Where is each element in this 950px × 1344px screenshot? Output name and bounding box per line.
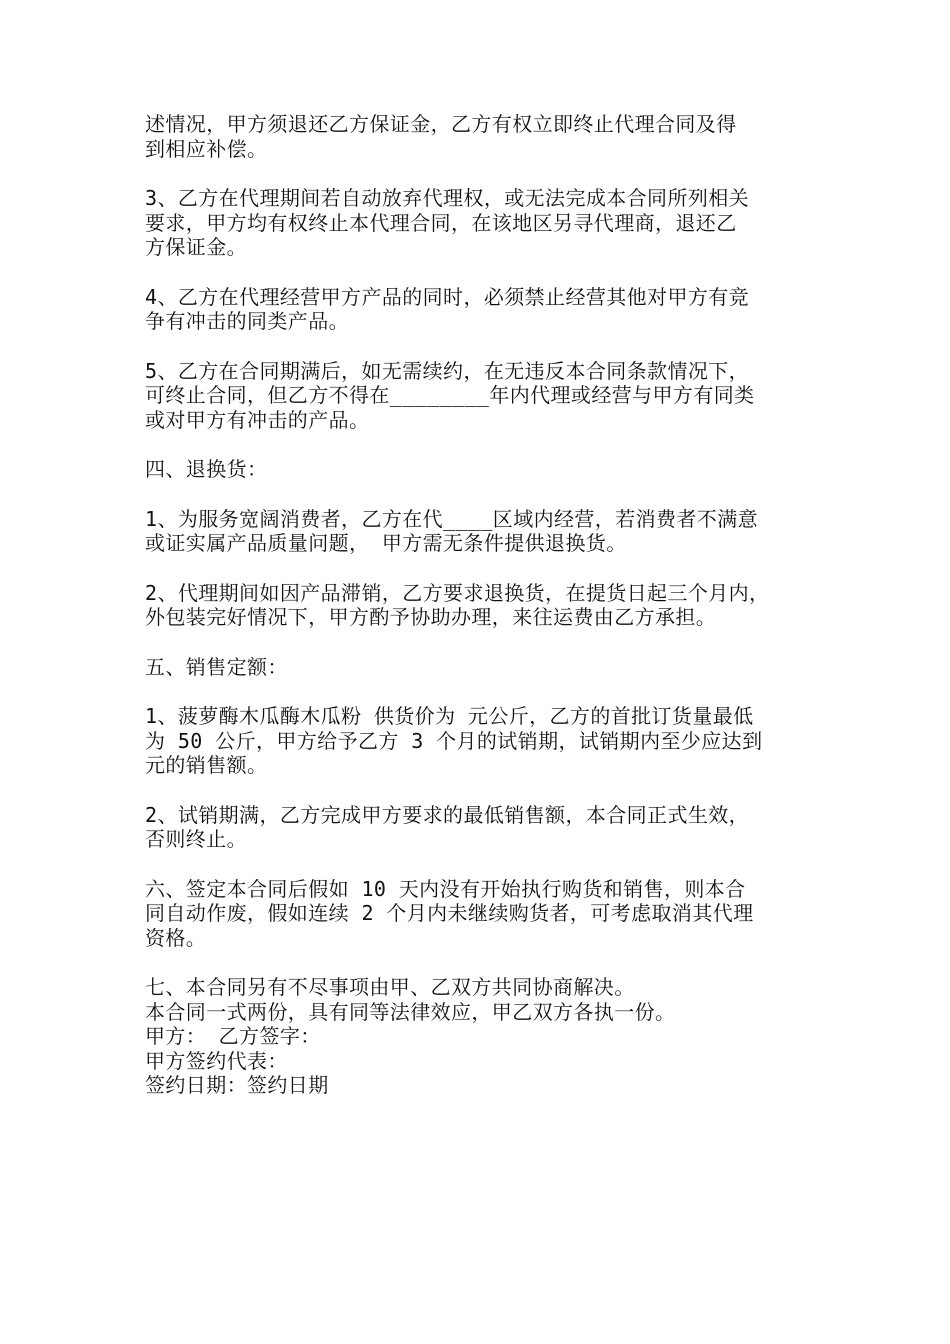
text-line: 元的销售额。 xyxy=(145,753,268,777)
text-line: 四、退换货： xyxy=(145,457,268,481)
text-line: 到相应补偿。 xyxy=(145,136,268,161)
closing-line: 甲方签约代表： xyxy=(145,1048,288,1073)
text-line: 2、代理期间如因产品滞销，乙方要求退换货，在提货日起三个月内， xyxy=(145,580,770,605)
text-line: 2、试销期满，乙方完成甲方要求的最低销售额，本合同正式生效， xyxy=(145,802,750,827)
text-line: 3、乙方在代理期间若自动放弃代理权，或无法完成本合同所列相关 xyxy=(145,186,750,210)
text-line: 外包装完好情况下，甲方酌予协助办理，来往运费由乙方承担。 xyxy=(145,605,717,629)
text-line: 六、签定本合同后假如 10 天内没有开始执行购货和销售，则本合 xyxy=(145,876,746,901)
text-line: 为 50 公斤，甲方给予乙方 3 个月的试销期，试销期内至少应达到 xyxy=(145,728,763,753)
paragraph xyxy=(145,803,810,852)
paragraph xyxy=(145,877,810,951)
text-line: 资格。 xyxy=(145,925,207,950)
closing-line: 七、本合同另有不尽事项由甲、乙双方共同协商解决。 xyxy=(145,975,635,999)
paragraph xyxy=(145,457,810,482)
closing-line: 签约日期：签约日期 xyxy=(145,1073,329,1097)
text-line: 五、销售定额： xyxy=(145,654,288,679)
paragraph xyxy=(145,359,810,433)
text-line: 否则终止。 xyxy=(145,827,247,851)
closing-line: 甲方： 乙方签字： xyxy=(145,1024,321,1048)
closing-line: 本合同一式两份，具有同等法律效应，甲乙双方各执一份。 xyxy=(145,999,676,1024)
paragraph xyxy=(145,186,810,260)
paragraph xyxy=(145,285,810,334)
paragraph xyxy=(145,704,810,778)
text-line: 或对甲方有冲击的产品。 xyxy=(145,407,370,432)
document-body xyxy=(145,112,810,1098)
paragraph xyxy=(145,507,810,556)
text-line: 争有冲击的同类产品。 xyxy=(145,309,349,333)
text-line: 同自动作废，假如连续 2 个月内未继续购货者，可考虑取消其代理 xyxy=(145,901,754,925)
paragraph xyxy=(145,112,810,161)
text-line: 1、为服务宽阔消费者，乙方在代____区域内经营，若消费者不满意 xyxy=(145,506,759,531)
text-line: 或证实属产品质量问题， 甲方需无条件提供退换货。 xyxy=(145,531,627,555)
text-line: 方保证金。 xyxy=(145,235,247,259)
closing-block xyxy=(145,975,810,1098)
text-line: 1、菠萝酶木瓜酶木瓜粉 供货价为 元公斤，乙方的首批订货量最低 xyxy=(145,704,754,728)
paragraph xyxy=(145,581,810,630)
text-line: 要求，甲方均有权终止本代理合同，在该地区另寻代理商，退还乙 xyxy=(145,210,737,235)
text-line: 可终止合同，但乙方不得在________年内代理或经营与甲方有同类 xyxy=(145,383,755,407)
text-line: 述情况，甲方须退还乙方保证金，乙方有权立即终止代理合同及得 xyxy=(145,112,737,136)
text-line: 5、乙方在合同期满后，如无需续约，在无违反本合同条款情况下， xyxy=(145,358,750,383)
text-line: 4、乙方在代理经营甲方产品的同时，必须禁止经营其他对甲方有竞 xyxy=(145,284,750,309)
paragraph xyxy=(145,655,810,680)
